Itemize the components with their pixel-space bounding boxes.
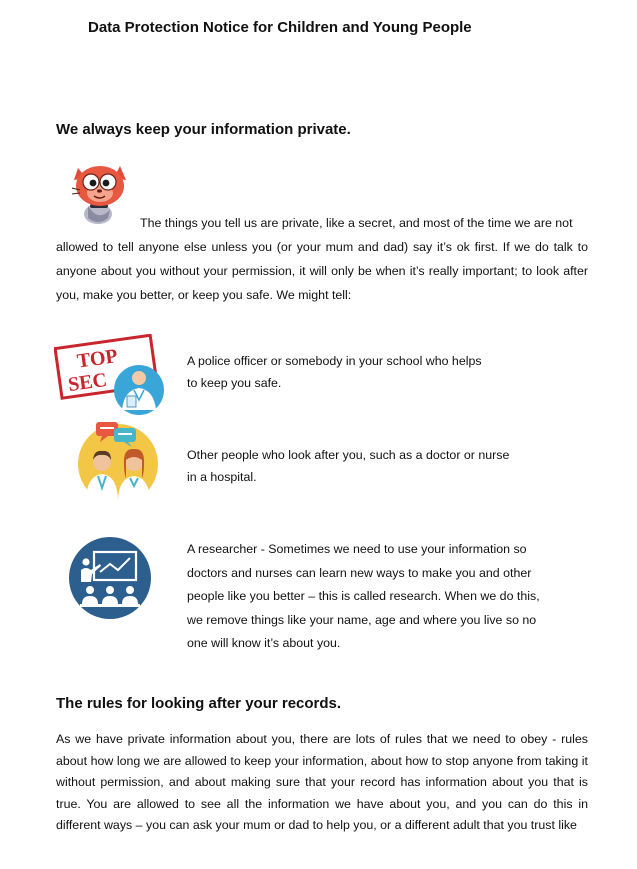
list-item-line: to keep you safe. bbox=[187, 376, 282, 390]
researcher-presentation-icon bbox=[60, 528, 160, 626]
list-item-line: Other people who look after you, such as a doctor or nurse bbox=[187, 448, 510, 462]
intro-rest: allowed to tell anyone else unless you (or your mum and dad) say it’s ok first. If we do talk to anyone about you without your permission, it will only be when it’s really important; to look after you, make you better, or keep you safe. We might tell: bbox=[56, 240, 588, 302]
rules-paragraph: As we have private information about you, there are lots of rules that we need to obey - rules about how long we are allowed to keep your information, about how to stop anyone from taking it without permission, and about making sure that your record has information about you that is true. You are allowed to see all the information we have about you, and you can do this in different ways – you can ask your mum or dad to help you, or a different adult that you trust like bbox=[56, 732, 588, 833]
list-item-police bbox=[187, 350, 587, 394]
list-item-line: A researcher - Sometimes we need to use your information so bbox=[187, 542, 527, 556]
list-item-line: people like you better – this is called research. When we do this, bbox=[187, 589, 540, 604]
list-item-line: doctors and nurses can learn new ways to make you and other bbox=[187, 565, 532, 580]
document-title: Data Protection Notice for Children and Young People bbox=[88, 19, 472, 36]
intro-paragraph bbox=[56, 211, 588, 307]
list-item-line: A police officer or somebody in your school who helps bbox=[187, 354, 482, 368]
section-heading-rules: The rules for looking after your records. bbox=[56, 695, 342, 712]
list-item-line: in a hospital. bbox=[187, 470, 257, 484]
list-item-doctor bbox=[187, 444, 587, 488]
list-item-line: one will know it’s about you. bbox=[187, 636, 341, 651]
section-heading-private: We always keep your information private. bbox=[56, 121, 351, 138]
list-item-line: we remove things like your name, age and where you live so no bbox=[187, 612, 537, 627]
doctor-nurse-icon bbox=[72, 418, 164, 502]
intro-first-line: The things you tell us are private, like a secret, and most of the time we are not bbox=[140, 216, 573, 230]
list-item-researcher bbox=[187, 538, 587, 656]
stamp-text-sec: SEC bbox=[66, 368, 109, 397]
stamp-text-top: TOP bbox=[75, 345, 120, 373]
top-secret-doctor-icon bbox=[54, 334, 168, 416]
